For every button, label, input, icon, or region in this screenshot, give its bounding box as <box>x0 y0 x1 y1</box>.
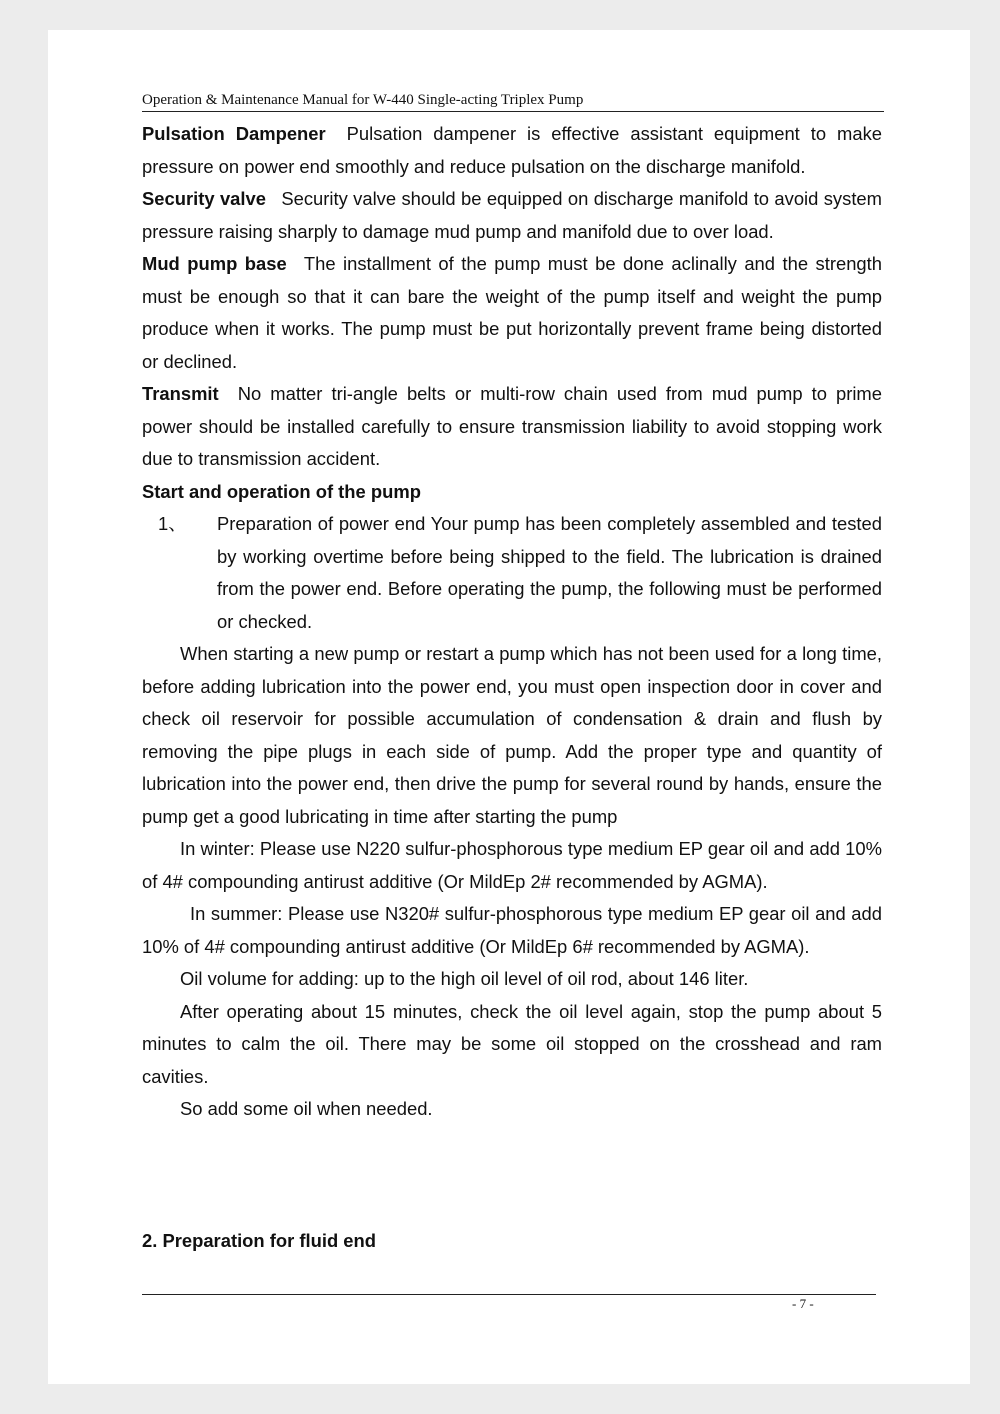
paragraph-oil-volume: Oil volume for adding: up to the high oil level of oil rod, about 146 liter. <box>180 968 749 989</box>
term-security-valve: Security valve <box>142 188 266 209</box>
text-mud-pump-base: The installment of the pump must be done aclinally and the strength must be enough so that it can bare the weight of the pump itself and weight the pump produce when it works. The pump must be put horizontally prevent frame being distorted or declined. <box>142 253 882 372</box>
paragraph-after-operating: After operating about 15 minutes, check the oil level again, stop the pump about 5 minutes to calm the oil. There may be some oil stopped on the crosshead and ram cavities. <box>142 1000 882 1087</box>
text-transmit: No matter tri-angle belts or multi-row chain used from mud pump to prime power should be installed carefully to ensure transmission liability to avoid stopping work due to transmission accident. <box>142 383 882 469</box>
running-header: Operation & Maintenance Manual for W-440 Single-acting Triplex Pump <box>142 92 884 112</box>
paragraph-security-valve <box>142 183 882 248</box>
text-security-valve: Security valve should be equipped on discharge manifold to avoid system pressure raising sharply to damage mud pump and manifold due to over load. <box>142 188 882 242</box>
paragraph-pulsation-dampener <box>142 118 882 183</box>
page-number: - 7 - <box>792 1296 814 1311</box>
paragraph-mud-pump-base <box>142 248 882 378</box>
paragraph-starting: When starting a new pump or restart a pump which has not been used for a long time, before adding lubrication into the power end, you must open inspection door in cover and check oil reservoir for possible accumulation of condensation & drain and flush by removing the pipe plugs in each side of pump. Add the proper type and quantity of lubrication into the power end, then drive the pump for several round by hands, ensure the pump get a good lubricating in time after starting the pump <box>142 643 882 827</box>
paragraph-summer: In summer: Please use N320# sulfur-phosphorous type medium EP gear oil and add 10% of 4# compounding antirust additive (Or MildEp 6# recommended by AGMA). <box>142 903 882 957</box>
footer-divider <box>142 1294 876 1295</box>
term-mud-pump-base: Mud pump base <box>142 253 287 274</box>
paragraph-add-oil: So add some oil when needed. <box>180 1098 433 1119</box>
paragraph-transmit <box>142 378 882 476</box>
heading-start-operation: Start and operation of the pump <box>142 480 421 502</box>
heading-preparation-fluid-end: 2. Preparation for fluid end <box>142 1230 376 1251</box>
list-item-1 <box>142 508 882 638</box>
body-text <box>142 118 882 1126</box>
paragraph-winter: In winter: Please use N220 sulfur-phosphorous type medium EP gear oil and add 10% of 4# compounding antirust additive (Or MildEp 2# recommended by AGMA). <box>142 838 882 892</box>
list-item-text: Preparation of power end Your pump has been completely assembled and tested by working overtime before being shipped to the field. The lubrication is drained from the power end. Before operating the pump, the following must be performed or checked. <box>217 513 882 632</box>
term-transmit: Transmit <box>142 383 219 404</box>
list-item-number: 1、 <box>158 513 187 534</box>
text-pulsation-dampener: Pulsation dampener is effective assistant equipment to make pressure on power end smoothly and reduce pulsation on the discharge manifold. <box>142 123 882 177</box>
term-pulsation-dampener: Pulsation Dampener <box>142 123 326 144</box>
